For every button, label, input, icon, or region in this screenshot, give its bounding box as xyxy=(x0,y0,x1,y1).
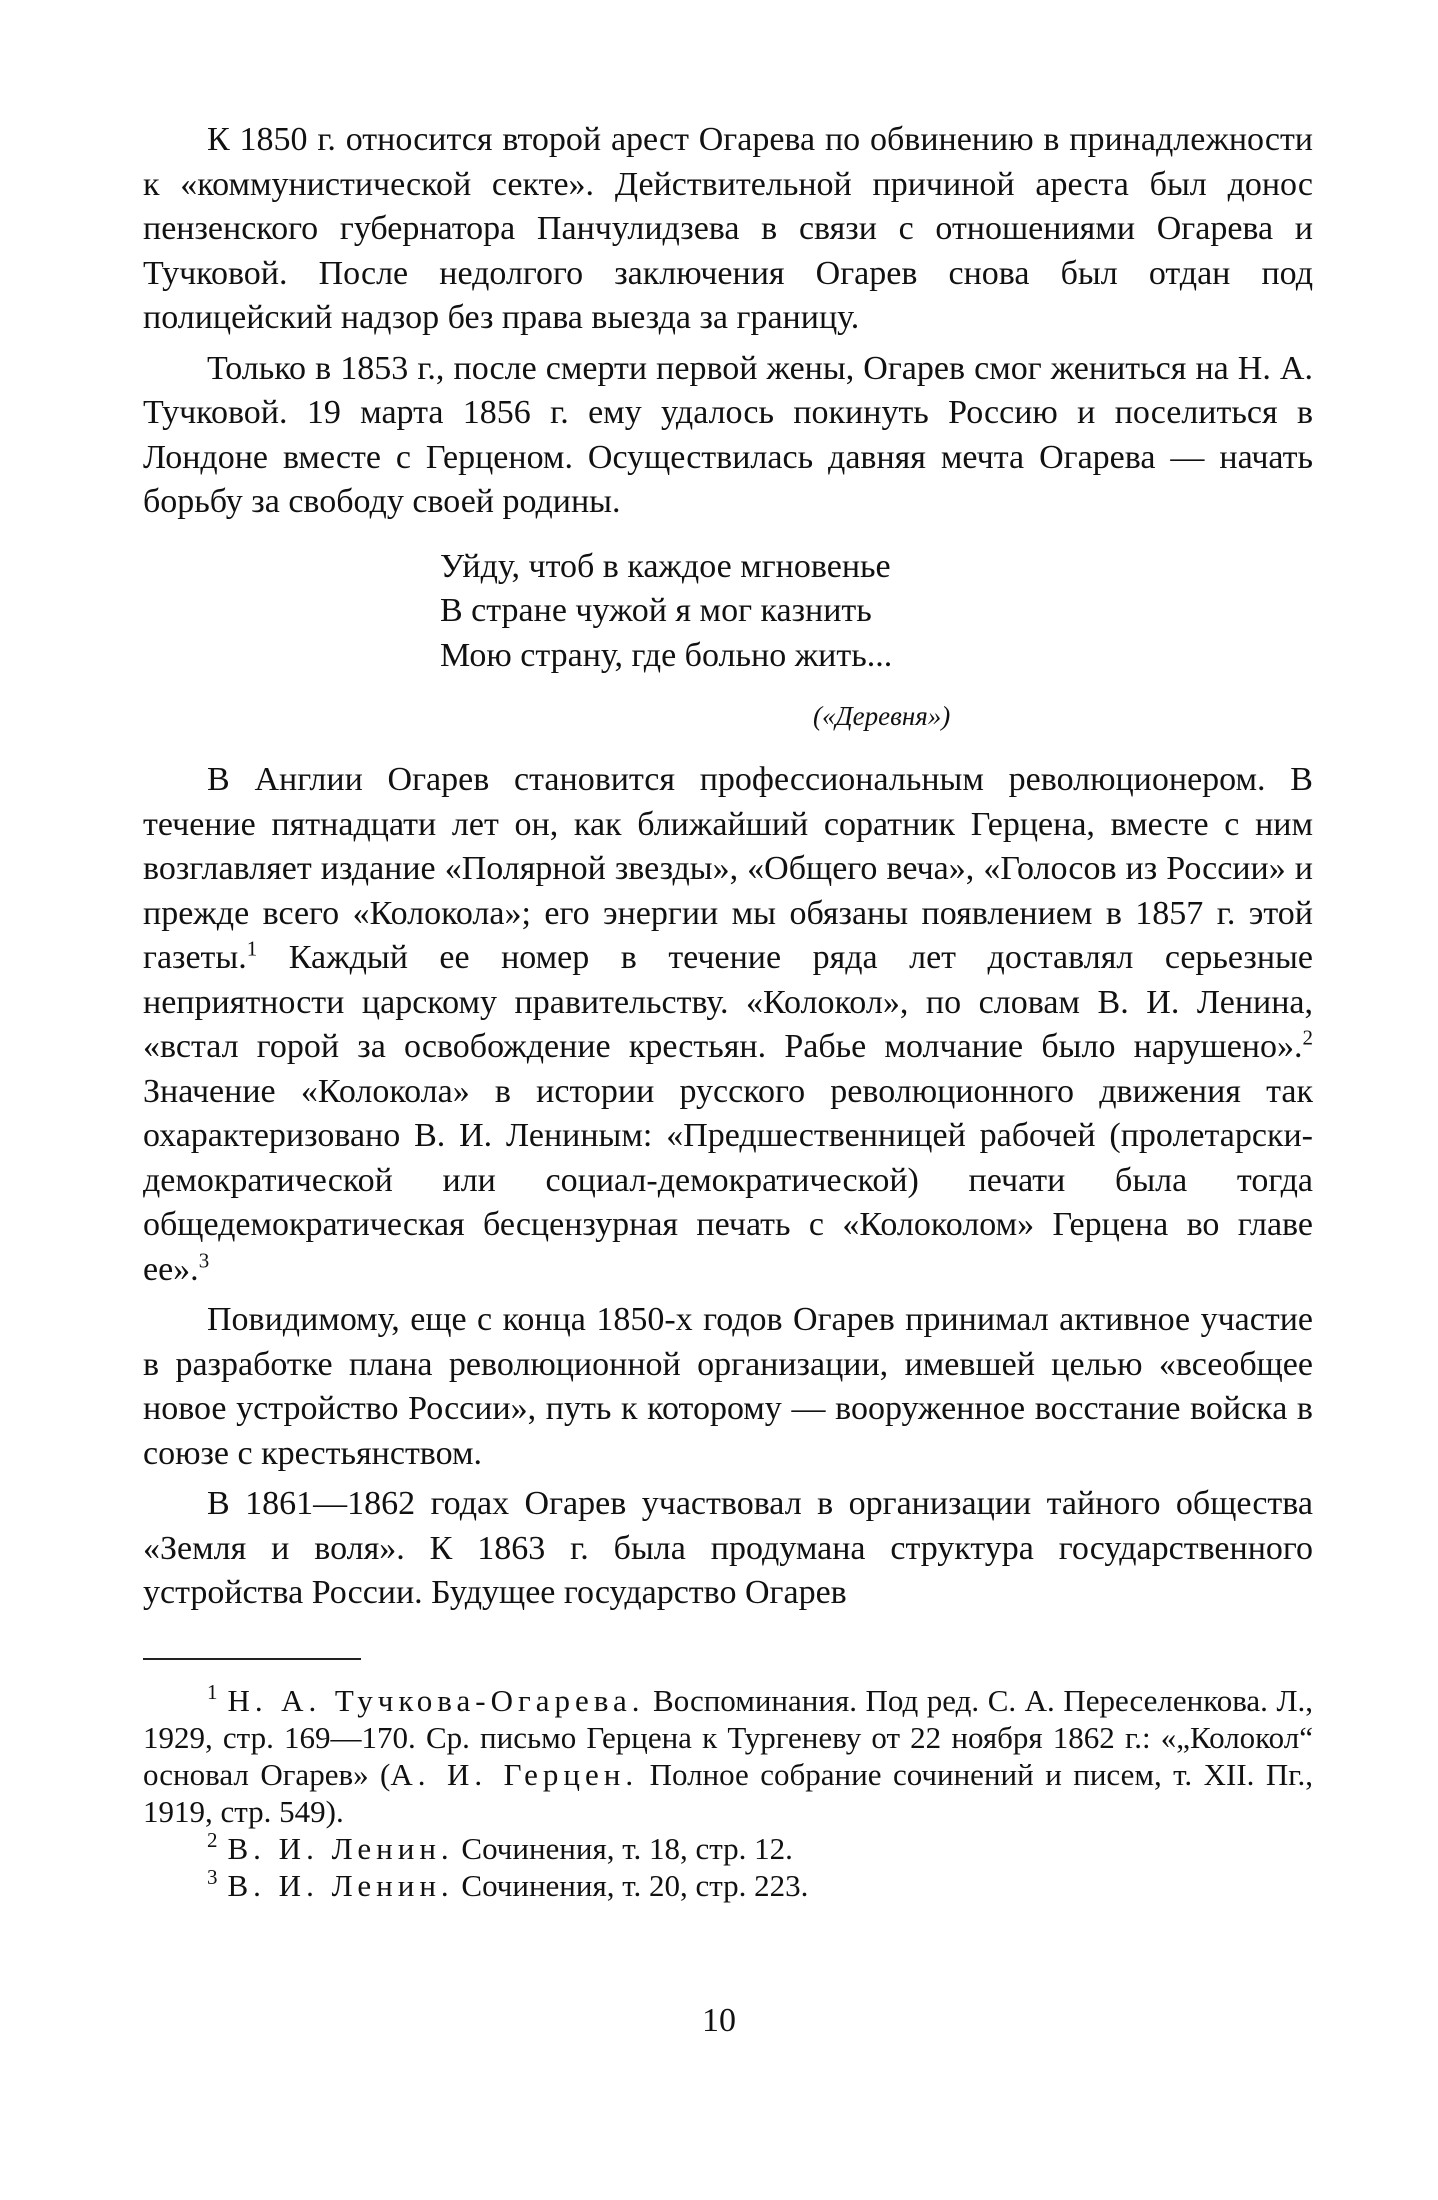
page-number: 10 xyxy=(702,2002,736,2039)
footnote-author: А. И. Герцен. xyxy=(390,1756,639,1792)
footnote-1: $^1$ Н. А. Тучкова-Огарева. Воспоминания. Под ред. С. А. Переселенкова. Л., 1929, стр. 169—170. Ср. письмо Герцена к Тургеневу от 22 ноября 1862 г.: «„Колокол“ основал Огарев» (А. И. Герцен. Полное собрание сочинений и писем, т. XII. Пг., 1919, стр. 549). xyxy=(143,1680,1313,1829)
footnote-author: В. И. Ленин. xyxy=(227,1830,454,1866)
verse-line-2: В стране чужой я мог казнить xyxy=(440,592,872,629)
footnote-author: Н. А. Тучкова-Огарева. xyxy=(227,1682,645,1718)
footnote-author: В. И. Ленин. xyxy=(227,1867,454,1903)
paragraph-2: Только в 1853 г., после смерти первой жены, Огарев смог жениться на Н. А. Тучковой. 19 марта 1856 г. ему удалось покинуть Россию и поселиться в Лондоне вместе с Герценом. Осуществилась давняя мечта Огарева — начать борьбу за свободу своей родины. xyxy=(143,349,1313,520)
verse-quote xyxy=(440,545,1313,679)
paragraph-3: В Англии Огарев становится профессиональным революционером. В течение пятнадцати лет он, как ближайший соратник Герцена, вместе с ним возглавляет издание «Полярной звезды», «Общего веча», «Голосов из России» и прежде всего «Колокола»; его энергии мы обязаны появлением в 1857 г. этой газеты.$^1$ Каждый ее номер в течение ряда лет доставлял серьезные неприятности царскому правительству. «Колокол», по словам В. И. Ленина, «встал горой за освобождение крестьян. Рабье молчание было нарушено».$^2$ Значение «Колокола» в истории русского революционного движения так охарактеризовано В. И. Лениным: «Предшественницей рабочей (пролетарски-демократической или социал-демократической) печати была тогда общедемократическая бесцензурная печать с «Колоколом» Герцена во главе ее».$^3$ xyxy=(143,761,1313,1288)
footnote-ref-3[interactable]: 3 xyxy=(198,1248,210,1273)
verse-source: («Деревня») xyxy=(813,701,951,731)
footnotes xyxy=(143,1682,1313,1904)
footnote-3: $^3$ В. И. Ленин. Сочинения, т. 20, стр. 223. xyxy=(207,1865,809,1903)
paragraph-4: Повидимому, еще с конца 1850-х годов Огарев принимал активное участие в разработке плана революционной организации, имевшей целью «всеобщее новое устройство России», путь к которому — вооруженное восстание войска в союзе с крестьянством. xyxy=(143,1301,1313,1472)
footnote-ref-1[interactable]: 1 xyxy=(246,936,258,961)
paragraph-1: К 1850 г. относится второй арест Огарева по обвинению в принадлежности к «коммунистической секте». Действительной причиной ареста был донос пензенского губернатора Панчулидзева в связи с отношениями Огарева и Тучковой. После недолгого заключения Огарев снова был отдан под полицейский надзор без права выезда за границу. xyxy=(143,121,1313,336)
footnote-ref-2[interactable]: 2 xyxy=(1302,1025,1313,1050)
footnote-2: $^2$ В. И. Ленин. Сочинения, т. 18, стр. 12. xyxy=(207,1828,793,1866)
footnote-mark: 3 xyxy=(207,1865,218,1890)
footnote-mark: 1 xyxy=(207,1680,218,1705)
footnote-mark: 2 xyxy=(207,1828,218,1853)
footnote-divider xyxy=(143,1658,361,1660)
verse-line-1: Уйду, чтоб в каждое мгновенье xyxy=(440,547,891,585)
paragraph-5: В 1861—1862 годах Огарев участвовал в организации тайного общества «Земля и воля». К 1863 г. была продумана структура государственного устройства России. Будущее государство Огарев xyxy=(143,1485,1313,1611)
verse-line-3: Мою страну, где больно жить... xyxy=(440,636,893,674)
book-page xyxy=(143,118,1313,1904)
